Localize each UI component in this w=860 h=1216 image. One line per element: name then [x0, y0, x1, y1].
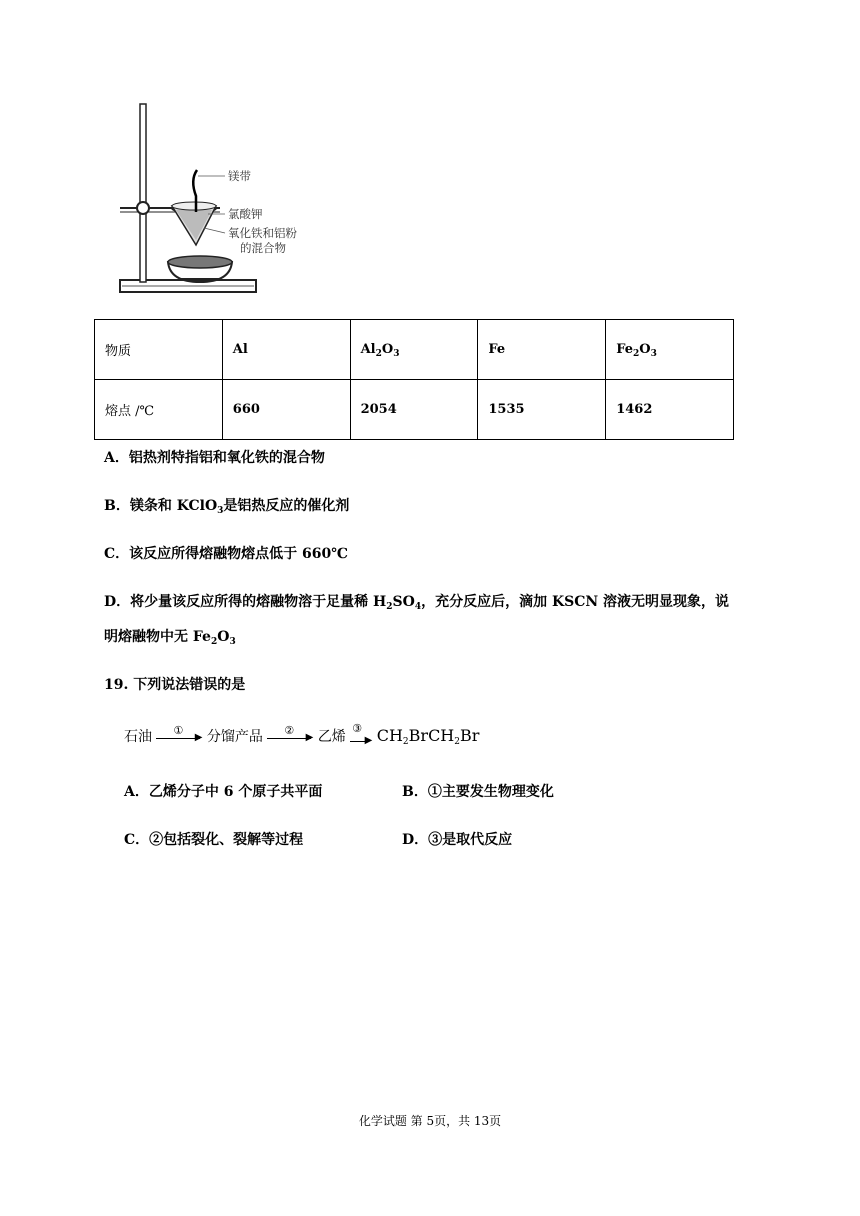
- stand-rod: [140, 104, 146, 282]
- q18-option-b: B．镁条和 KClO$_3$是铝热反应的催化剂: [104, 498, 350, 516]
- label-magnesium: 镁带: [228, 169, 251, 183]
- arrow-step-2: ② ▶: [267, 727, 313, 747]
- q19-stem: 19. 下列说法错误的是: [104, 677, 246, 693]
- flow-dibromoethane: $CH_2BrCH_2Br$: [376, 726, 480, 747]
- table-cell: Fe: [478, 320, 606, 380]
- table-header-label: 物质: [95, 320, 223, 380]
- clamp-knob: [137, 202, 149, 214]
- thermite-apparatus-figure: [100, 100, 320, 300]
- table-cell: 1462: [606, 380, 734, 440]
- page-footer: 化学试题 第 5页，共 13页: [358, 1114, 502, 1128]
- label-mixture-line1: 氧化铁和铝粉: [228, 226, 297, 240]
- flow-fraction-products: 分馏产品: [206, 729, 263, 745]
- q18-option-c: C．该反应所得熔融物熔点低于 660℃: [104, 546, 349, 562]
- q19-reaction-flow: [124, 722, 480, 747]
- arrow-step-1: ① ▶: [156, 727, 202, 747]
- table-cell: 660: [222, 380, 350, 440]
- label-potassium-chlorate: 氯酸钾: [228, 207, 263, 221]
- label-mixture-line2: 的混合物: [240, 241, 286, 255]
- q19-option-b: B．①主要发生物理变化: [402, 784, 554, 800]
- q18-option-a: A．铝热剂特指铝和氧化铁的混合物: [104, 450, 325, 466]
- melting-point-table: [94, 319, 734, 440]
- table-cell: Al: [222, 320, 350, 380]
- table-cell: 1535: [478, 380, 606, 440]
- table-cell: 2054: [350, 380, 478, 440]
- table-row: [95, 380, 734, 440]
- table-cell: $Fe_2O_3$: [606, 320, 734, 380]
- table-cell: $Al_2O_3$: [350, 320, 478, 380]
- q19-option-c: C．②包括裂化、裂解等过程: [124, 832, 304, 848]
- table-row: [95, 320, 734, 380]
- q18-option-d-line1: D．将少量该反应所得的熔融物溶于足量稀 $H_2SO_4$，充分反应后，滴加 KSCN 溶液无明显现象，说: [104, 594, 730, 612]
- q19-option-a: A．乙烯分子中 6 个原子共平面: [124, 784, 323, 800]
- q19-option-d: D．③是取代反应: [402, 832, 513, 848]
- arrow-step-3: ③ ▶: [352, 722, 373, 746]
- flow-ethylene: 乙烯: [317, 729, 346, 745]
- q18-option-d-line2: 明熔融物中无 $Fe_2O_3$: [104, 629, 236, 647]
- flow-petroleum: 石油: [124, 729, 152, 745]
- table-row-label: 熔点 /℃: [95, 380, 223, 440]
